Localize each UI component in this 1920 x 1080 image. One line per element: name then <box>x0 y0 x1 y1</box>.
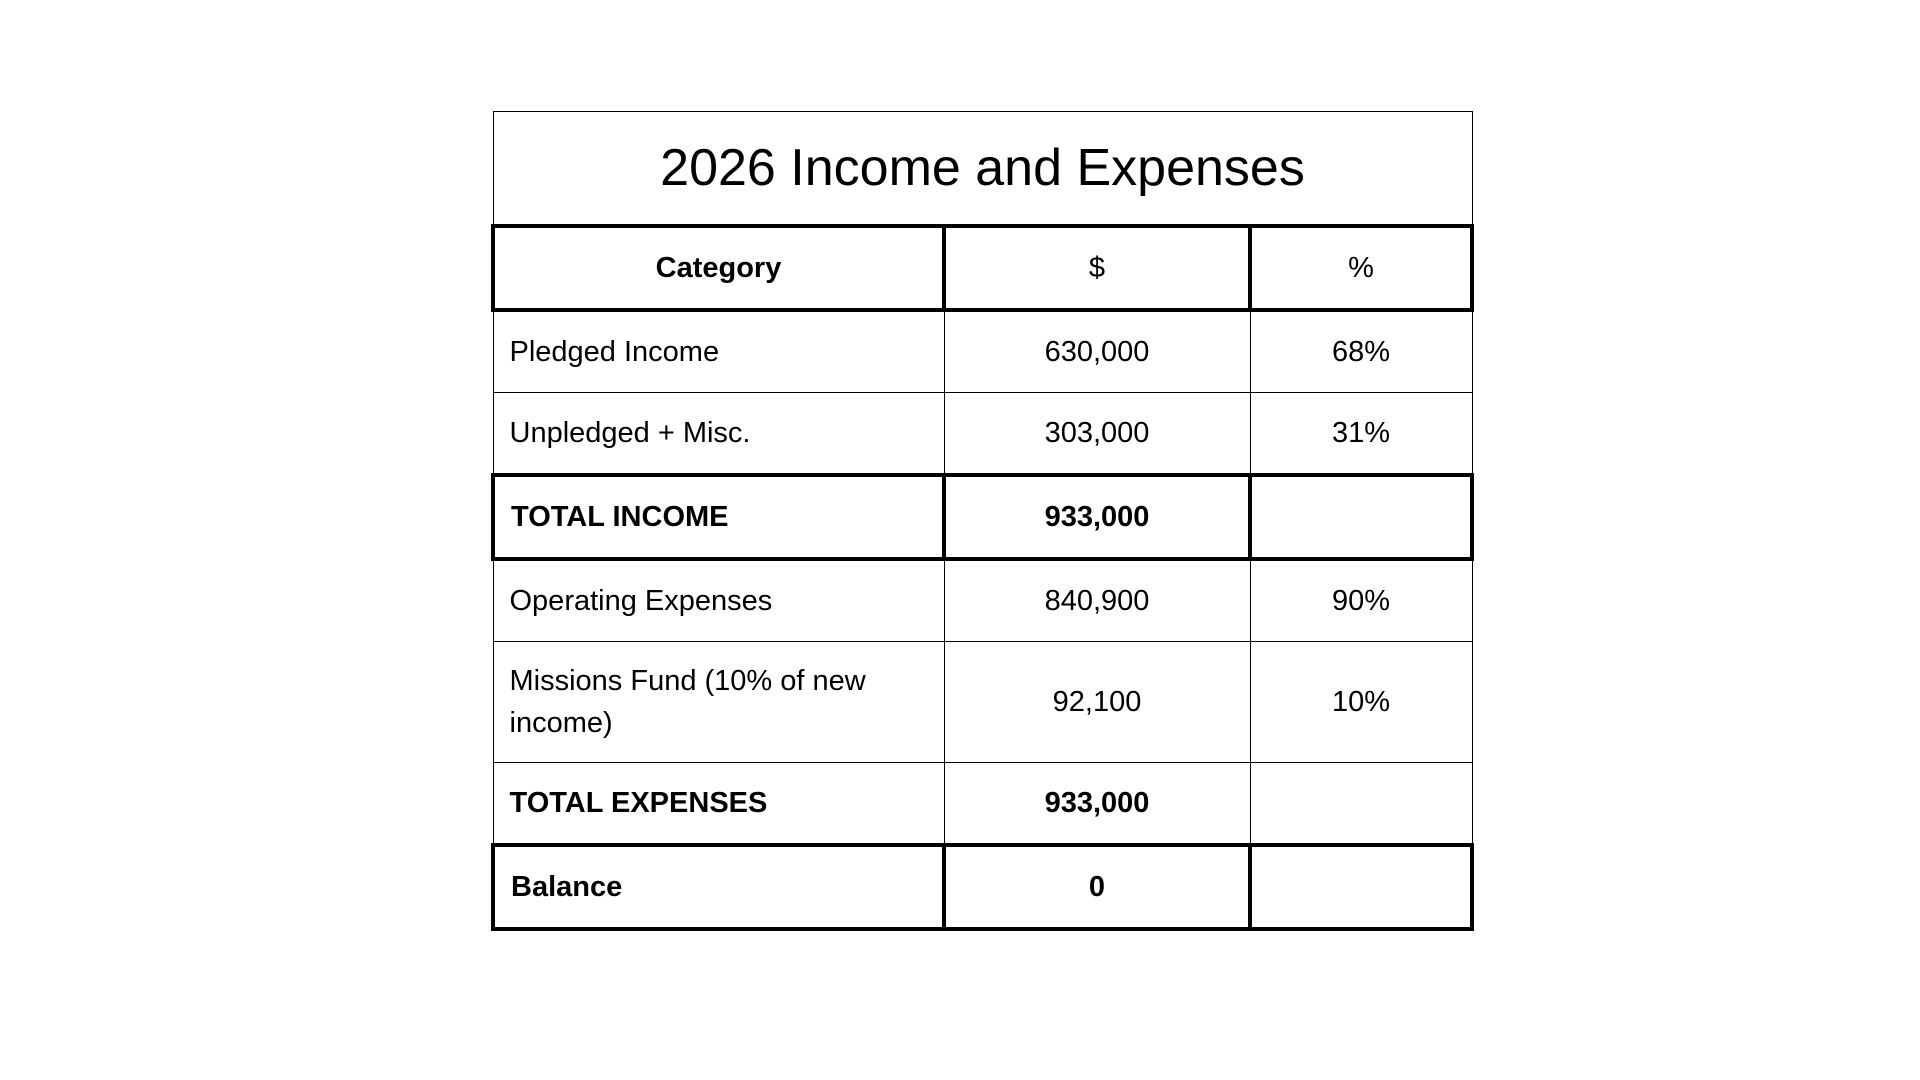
row-category: Unpledged + Misc. <box>493 393 944 476</box>
row-category: TOTAL EXPENSES <box>493 763 944 846</box>
row-percent: 10% <box>1250 642 1472 763</box>
row-category: TOTAL INCOME <box>493 475 944 559</box>
table-title: 2026 Income and Expenses <box>493 112 1472 227</box>
row-percent <box>1250 845 1472 929</box>
row-amount: 630,000 <box>944 310 1250 393</box>
row-amount: 0 <box>944 845 1250 929</box>
table-row-total-income <box>493 475 1472 559</box>
row-amount: 933,000 <box>944 475 1250 559</box>
row-amount: 840,900 <box>944 559 1250 642</box>
income-expenses-table <box>491 111 1474 931</box>
row-percent <box>1250 475 1472 559</box>
row-percent: 90% <box>1250 559 1472 642</box>
row-percent: 68% <box>1250 310 1472 393</box>
table-row-pledged-income <box>493 310 1472 393</box>
row-percent: 31% <box>1250 393 1472 476</box>
table-row-operating-expenses <box>493 559 1472 642</box>
row-amount: 303,000 <box>944 393 1250 476</box>
row-category: Pledged Income <box>493 310 944 393</box>
table-row-balance <box>493 845 1472 929</box>
header-row <box>493 226 1472 310</box>
row-category: Balance <box>493 845 944 929</box>
table-row-total-expenses <box>493 763 1472 846</box>
header-amount: $ <box>944 226 1250 310</box>
row-amount: 92,100 <box>944 642 1250 763</box>
table-row-missions-fund <box>493 642 1472 763</box>
header-percent: % <box>1250 226 1472 310</box>
table-row-unpledged <box>493 393 1472 476</box>
row-percent <box>1250 763 1472 846</box>
header-category: Category <box>493 226 944 310</box>
row-category: Operating Expenses <box>493 559 944 642</box>
row-amount: 933,000 <box>944 763 1250 846</box>
row-category: Missions Fund (10% of new income) <box>493 642 944 763</box>
